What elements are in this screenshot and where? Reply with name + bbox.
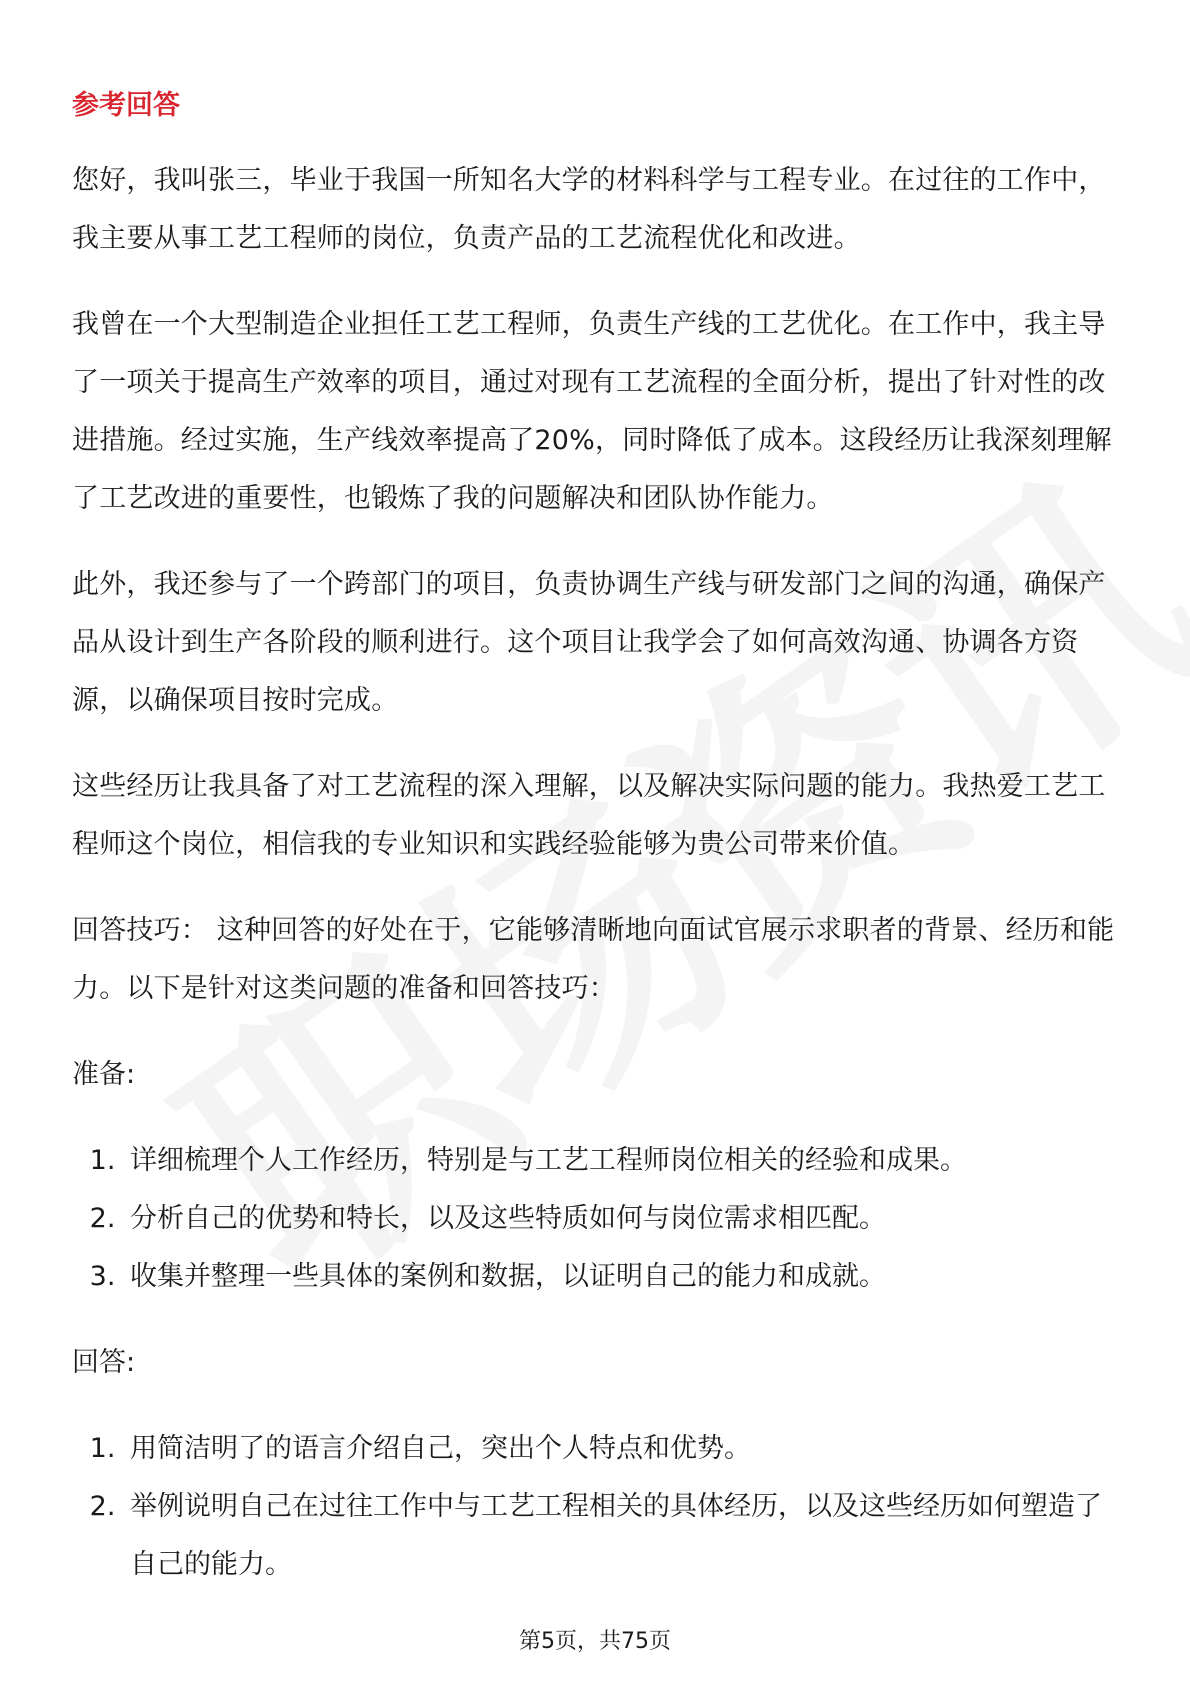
list-item: 3. 收集并整理一些具体的案例和数据，以证明自己的能力和成就。 — [124, 1248, 1122, 1306]
list-item: 2. 分析自己的优势和特长，以及这些特质如何与岗位需求相匹配。 — [124, 1190, 1122, 1248]
prep-label: 准备: — [72, 1059, 136, 1090]
list-item: 2. 举例说明自己在过往工作中与工艺工程相关的具体经历，以及这些经历如何塑造了自己的能力。 — [124, 1478, 1122, 1594]
paragraph: 此外，我还参与了一个跨部门的项目，负责协调生产线与研发部门之间的沟通，确保产品从设计到生产各阶段的顺利进行。这个项目让我学会了如何高效沟通、协调各方资源，以确保项目按时完成。 — [72, 569, 1106, 716]
answer-list — [72, 1420, 1122, 1594]
answer-label: 回答: — [72, 1347, 136, 1378]
paragraph: 您好，我叫张三，毕业于我国一所知名大学的材料科学与工程专业。在过往的工作中，我主要从事工艺工程师的岗位，负责产品的工艺流程优化和改进。 — [72, 165, 1106, 254]
section-title: 参考回答 — [72, 90, 180, 121]
page-number: 第5页，共75页 — [519, 1629, 671, 1654]
paragraph: 这些经历让我具备了对工艺流程的深入理解，以及解决实际问题的能力。我热爱工艺工程师这个岗位，相信我的专业知识和实践经验能够为贵公司带来价值。 — [72, 771, 1106, 860]
list-item: 1. 用简洁明了的语言介绍自己，突出个人特点和优势。 — [124, 1420, 1122, 1478]
document-body — [72, 84, 1122, 1622]
paragraph-tips: 回答技巧： 这种回答的好处在于，它能够清晰地向面试官展示求职者的背景、经历和能力。以下是针对这类问题的准备和回答技巧： — [72, 915, 1115, 1004]
paragraph: 我曾在一个大型制造企业担任工艺工程师，负责生产线的工艺优化。在工作中，我主导了一项关于提高生产效率的项目，通过对现有工艺流程的全面分析，提出了针对性的改进措施。经过实施，生产线效率提高了20%，同时降低了成本。这段经历让我深刻理解了工艺改进的重要性，也锻炼了我的问题解决和团队协作能力。 — [72, 309, 1112, 514]
list-item: 1. 详细梳理个人工作经历，特别是与工艺工程师岗位相关的经验和成果。 — [124, 1132, 1122, 1190]
prep-list — [72, 1132, 1122, 1306]
